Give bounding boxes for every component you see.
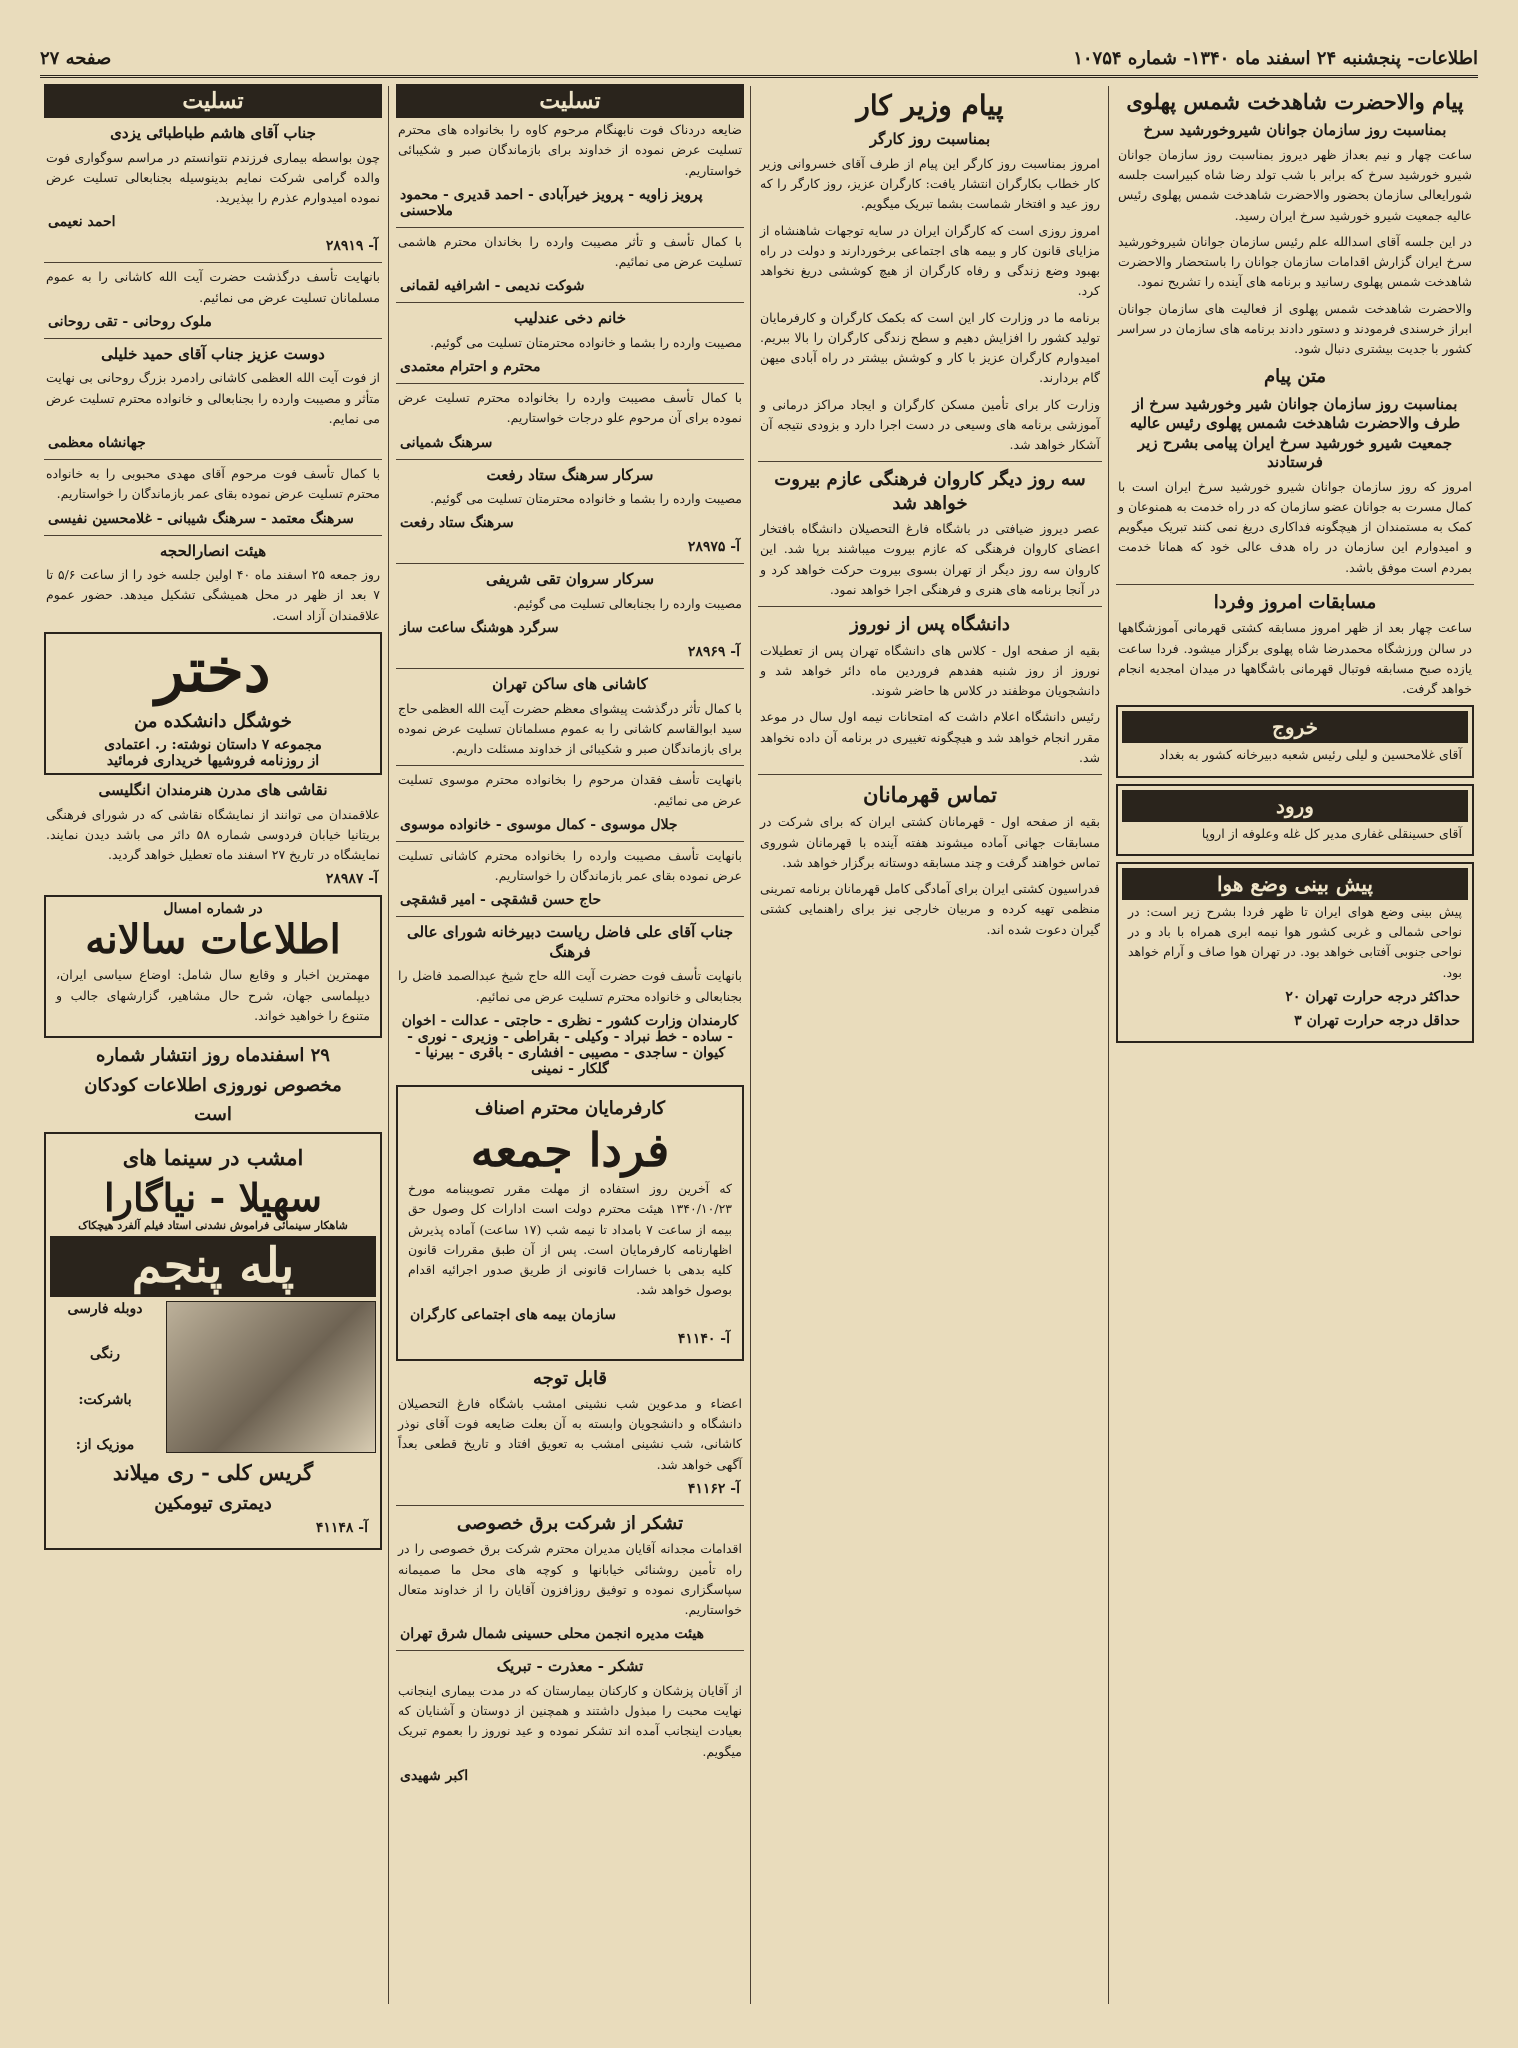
- departure-title: خروج: [1122, 711, 1468, 743]
- notice-heading: جناب آقای هاشم طباطبائی یزدی: [110, 124, 316, 142]
- column-rule: [750, 86, 751, 2004]
- notice-text: مصیبت وارده را بشما و خانواده محترمتان تسلیت می گوئیم.: [430, 491, 742, 506]
- notice-heading: سرکار سروان تقی شریفی: [485, 570, 655, 589]
- annual-ad-text: مهمترین اخبار و وقایع سال شامل: اوضاع سیاسی ایران، دیپلماسی جهان، شرح حال مشاهیر، گزارشهای جالب و متنوع را خواهید خواند.: [56, 967, 370, 1023]
- article-text: والاحضرت شاهدخت شمس پهلوی از فعالیت های سازمان جوانان ابراز خرسندی فرمودند و دستور دادند برنامه های سازمان در سراسر کشور با جدیت بیشتری دنبال شود.: [1118, 300, 1472, 357]
- insurance-ad: [396, 1085, 744, 1361]
- notice-code: آ- ۴۱۱۶۲: [687, 1480, 740, 1497]
- book-ad-subtitle: خوشگل دانشکده من: [134, 710, 292, 732]
- notice-text: از آقایان پزشکان و کارکنان بیمارستان که در مدت بیماری اینجانب نهایت محبت را مبذول داشتند و همچنین از دوستان و آشنایان که بعیادت اینجانب آمده اند تشکر نموده و عید نوروز را بعموم تبریک میگویم.: [398, 1682, 742, 1759]
- divider: [758, 606, 1102, 607]
- notice-signature: جهانشاه معظمی: [48, 435, 146, 451]
- film-code: آ- ۴۱۱۴۸: [315, 1519, 368, 1536]
- divider: [44, 459, 382, 460]
- notice-code: آ- ۲۸۹۶۹: [687, 644, 740, 660]
- film-title: پله پنجم: [50, 1236, 376, 1297]
- insurance-signature: سازمان بیمه های اجتماعی کارگران: [410, 1306, 617, 1323]
- annual-ad-top: در شماره امسال: [163, 901, 263, 918]
- notice-text: با کمال تأسف و تأثر مصیبت وارده را بخاندان محترم هاشمی تسلیت عرض می نمائیم.: [398, 233, 742, 269]
- notice-text: با کمال تأسف فوت مرحوم آقای مهدی محبوبی را به خانواده محترم تسلیت عرض نموده بقای عمر بازماندگان را خواستاریم.: [46, 466, 380, 502]
- notice-heading: دوست عزیز جناب آقای حمید خلیلی: [101, 344, 325, 363]
- notice-signature: سرگرد هوشنگ ساعت ساز: [400, 620, 559, 636]
- film-photo: [166, 1301, 376, 1453]
- notice-signature: ملوک روحانی - تقی روحانی: [48, 313, 212, 330]
- notice-signature: سرهنگ شمیانی: [400, 434, 493, 451]
- headline-message: متن پیام: [1263, 366, 1327, 388]
- film-music-label: موزیک از:: [75, 1437, 135, 1454]
- divider: [396, 383, 744, 384]
- headline-sports: مسابقات امروز وفردا: [1213, 591, 1377, 613]
- subhead-shams: بمناسبت روز سازمان جوانان شیروخورشید سرخ: [1143, 121, 1447, 140]
- departure-box: [1116, 705, 1474, 777]
- notice-heading: کاشانی های ساکن تهران: [492, 675, 648, 693]
- notice-signature: شوکت ندیمی - اشرافیه لقمانی: [400, 278, 585, 295]
- notice-heading: تشکر - معذرت - تبریک: [496, 1657, 644, 1676]
- film-color: رنگی: [89, 1346, 121, 1363]
- headline-caravan: سه روز دیگر کاروان فرهنگی عازم بیروت خواهد شد: [774, 469, 1086, 514]
- divider: [396, 1650, 744, 1651]
- temp-max: حداکثر درجه حرارت تهران ۲۰: [1285, 988, 1460, 1005]
- film-dub: دوبله فارسی: [67, 1301, 143, 1318]
- book-ad: [44, 632, 382, 775]
- subhead-message: بمناسبت روز سازمان جوانان شیر وخورشید سرخ از طرف والاحضرت شاهدخت شمس پهلوی رئیس عالیه جمعیت شیرو خورشید سرخ ایران پیامی بشرح زیر فرستادند: [1129, 394, 1461, 472]
- column-rule: [388, 86, 389, 2004]
- notice-text: از فوت آیت الله العظمی کاشانی رادمرد بزرگ روحانی بی نهایت متأثر و مصیبت وارده را بجنابعالی و خانواده محترم تسلیت عرض می نمایم.: [46, 370, 380, 426]
- notice-text: ضایعه دردناک فوت نابهنگام مرحوم کاوه را بخانواده های محترم تسلیت عرض نموده از خداوند برای بازماندگان صبر و شکیبائی خواستاریم.: [398, 122, 742, 178]
- column-3: [392, 82, 748, 2008]
- notice-text: بانهایت تأسف فوت حضرت آیت الله حاج شیخ عبدالصمد فاضل را بجنابعالی و خانواده محترم تسلیت عرض می نمائیم.: [398, 968, 742, 1004]
- article-text: فدراسیون کشتی ایران برای آمادگی کامل قهرمانان برنامه تمرینی منظمی تهیه کرده و مربیان خارجی نیز برای راهنمایی کشتی گیران دعوت شده اند.: [760, 881, 1100, 937]
- subhead-labor: بمناسبت روز کارگر: [869, 130, 991, 149]
- departure-text: آقای غلامحسین و لیلی رئیس شعبه دبیرخانه کشور به بغداد: [1159, 747, 1462, 763]
- annual-ad: [44, 895, 382, 1038]
- book-ad-line: از روزنامه فروشیها خریداری فرمائید: [106, 753, 320, 770]
- divider: [758, 774, 1102, 775]
- article-text: در این جلسه آقای اسدالله علم رئیس سازمان جوانان شیروخورشید سرخ ایران گزارش اقدامات سازمان جوانان را باستحضار والاحضرت شاهدخت شمس پهلوی رسانید و برنامه های آینده را تشریح نمود.: [1118, 233, 1472, 290]
- cinema-ad: [44, 1132, 382, 1549]
- article-text: امروز بمناسبت روز کارگر این پیام از طرف آقای خسروانی وزیر کار خطاب بکارگران انتشار یافت: کارگران عزیز، روز کارگر را که روز عید و افتخار شماست بشما تبریک میگویم.: [760, 155, 1100, 212]
- article-text: بقیه از صفحه اول - قهرمانان کشتی ایران که برای شرکت در مسابقات جهانی آماده میشوند هفته آینده با قهرمانان شوروی تماس خواهند گرفت و چند مسابقه دوستانه برگزار خواهد شد.: [760, 814, 1100, 870]
- notice-text: چون بواسطه بیماری فرزندم نتوانستم در مراسم سوگواری فوت والده گرامی شرکت نمایم بدینوسیله بجنابعالی تسلیت عرض نموده امیدوارم عذرم را بپذیرید.: [46, 149, 380, 205]
- kids-ad-line: است: [194, 1103, 232, 1125]
- notice-text: مصیبت وارده را بشما و خانواده محترمتان تسلیت می گوئیم.: [430, 334, 742, 350]
- notice-heading: تشکر از شرکت برق خصوصی: [456, 1512, 684, 1534]
- notice-heading: خانم دخی عندلیب: [513, 309, 627, 328]
- film-stars: گریس کلی - ری میلاند: [112, 1460, 314, 1486]
- notice-signature: کارمندان وزارت کشور - نظری - حاجتی - عدالت - اخوان - ساده - خط نبراد - وکیلی - بقراطی - وزیری - نوری - کیوان - ساجدی - مصیبی - افشاری - باقری - بیرنیا - گلکار - نمینی: [401, 1012, 739, 1077]
- column-2: [754, 82, 1106, 2008]
- divider: [396, 841, 744, 842]
- notice-heading: جناب آقای علی فاضل ریاست دبیرخانه شورای عالی فرهنگ: [406, 923, 733, 961]
- divider: [44, 338, 382, 339]
- article-text: امروز که روز سازمان جوانان شیرو خورشید سرخ ایران است با کمال مسرت به جوانان عضو سازمان که در راه خدمت به همنوعان و کمک به مستمندان از هیچگونه فداکاری دریغ نمی کنند تبریک میگویم و امیدوارم این سازمان در راه هدف عالی خود که همانا خدمت بمردم است موفق باشد.: [1118, 478, 1472, 575]
- notice-text: علاقمندان می توانند از نمایشگاه نقاشی که در شورای فرهنگی بریتانیا خیابان فردوسی شماره ۵۸ دائر می باشد دیدن نمایند. نمایشگاه در تاریخ ۲۷ اسفند ماه تعطیل خواهد گردید.: [46, 806, 380, 863]
- insurance-heading: کارفرمایان محترم اصناف: [474, 1097, 666, 1119]
- weather-text: پیش بینی وضع هوای ایران تا ظهر فردا بشرح زیر است: در نواحی شمالی و غربی کشور هوا نیمه ابری همراه با باد و در نواحی جنوبی آفتابی خواهد بود. در تهران هوا صاف و آرام خواهد بود.: [1128, 903, 1462, 980]
- notice-text: بانهایت تأسف درگذشت حضرت آیت الله کاشانی را به عموم مسلمانان تسلیت عرض می نمائیم.: [46, 269, 380, 305]
- divider: [396, 1505, 744, 1506]
- annual-ad-title: اطلاعات سالانه: [85, 916, 341, 964]
- arrival-text: آقای حسینقلی غفاری مدیر کل غله وعلوفه از اروپا: [1201, 825, 1462, 841]
- notice-text: با کمال تأثر درگذشت پیشوای معظم حضرت آیت الله العظمی حاج سید ابوالقاسم کاشانی را به عموم مسلمانان تسلیت عرض نموده برای بازماندگان صبر و شکیبائی از خداوند مسئلت داریم.: [398, 700, 742, 756]
- notice-signature: سرهنگ معتمد - سرهنگ شیبانی - غلامحسین نفیسی: [48, 510, 354, 527]
- notice-text: اعضاء و مدعوین شب نشینی امشب باشگاه فارغ التحصیلان دانشگاه و دانشجویان وابسته به آن بعلت ضایعه فوت آقای نوذر کاشانی، شب نشینی امشب به تعویق افتاد و تاریخ قطعی بعداً آگهی خواهد شد.: [398, 1395, 742, 1472]
- condolence-banner: تسلیت: [396, 84, 744, 118]
- column-4: [40, 82, 386, 2008]
- headline-labor-minister: پیام وزیر کار: [856, 89, 1004, 122]
- weather-box: [1116, 862, 1474, 1043]
- notice-text: بانهایت تأسف مصیبت وارده را بخانواده محترم کاشانی تسلیت عرض نموده بقای عمر بازماندگان را خواستاریم.: [398, 847, 742, 883]
- arrival-title: ورود: [1122, 790, 1468, 822]
- insurance-big-title: فردا جمعه: [470, 1123, 670, 1178]
- notice-signature: محترم و احترام معتمدی: [400, 359, 541, 375]
- article-text: بقیه از صفحه اول - کلاس های دانشگاه تهران پس از تعطیلات نوروز از روز شنبه هفدهم فروردین ماه دائر خواهد شد و دانشجویان موظفند در کلاس ها حاضر شوند.: [760, 642, 1100, 699]
- divider: [1116, 584, 1474, 585]
- article-text: ساعت چهار بعد از ظهر امروز مسابقه کشتی قهرمانی آموزشگاهها در سالن ورزشگاه محمدرضا شاه پهلوی برگزار میشود. فردا ساعت یازده صبح مسابقه فوتبال قهرمانی باشگاهها در میدان امجدیه انجام خواهد گرفت.: [1118, 620, 1472, 697]
- article-text: امروز روزی است که کارگران ایران در سایه توجهات شاهنشاه از مزایای قانون کار و بیمه های اجتماعی برخوردارند و دولت در راه بهبود وضع زندگی و رفاه کارگران از هیچ کوششی دریغ نخواهد کرد.: [760, 222, 1100, 299]
- notice-text: با کمال تأسف مصیبت وارده را بخانواده محترم تسلیت عرض نموده برای آن مرحوم علو درجات خواستاریم.: [398, 390, 742, 426]
- notice-signature: حاج حسن قشقچی - امیر قشقچی: [400, 892, 602, 909]
- article-text: برنامه ما در وزارت کار این است که بکمک کارگران و کارفرمایان تولید کشور را افزایش دهیم و سطح زندگی کارگران را بالا ببریم. امیدوارم کارگران عزیز با کار و کوشش بیشتر در راه آبادی میهن گام بردارند.: [760, 309, 1100, 386]
- notice-code: آ- ۲۸۹۷۵: [687, 539, 740, 556]
- article-text: ساعت چهار و نیم بعداز ظهر دیروز بمناسبت روز سازمان جوانان شیرو خورشید سرخ که برابر با شب تولد رضا شاه کبیراست جلسه شورایعالی سازمان بحضور والاحضرت شاهدخت شمس پهلوی رئیس عالیه جمعیت شیرو خورشید سرخ ایران رسید.: [1118, 146, 1472, 223]
- divider: [44, 535, 382, 536]
- divider: [44, 262, 382, 263]
- notice-text: بانهایت تأسف فقدان مرحوم را بخانواده محترم موسوی تسلیت عرض می نمائیم.: [398, 772, 742, 808]
- notice-signature: هیئت مدیره انجمن محلی حسینی شمال شرق تهران: [400, 1626, 705, 1643]
- divider: [396, 765, 744, 766]
- notice-signature: سرهنگ ستاد رفعت: [400, 515, 514, 532]
- divider: [396, 916, 744, 917]
- film-with: باشرکت:: [78, 1391, 132, 1408]
- article-text: عصر دیروز ضیافتی در باشگاه فارغ التحصیلان دانشگاه بافتخار اعضای کاروان فرهنگی که عازم بیروت میباشند برپا شد. این کاروان سه روز دیگر از تهران بسوی بیروت حرکت خواهد کرد و در آنجا برنامه های هنری و فرهنگی اجرا خواهد نمود.: [760, 521, 1100, 597]
- notice-heading: هیئت انصارالحجه: [159, 541, 267, 560]
- notice-signature: احمد نعیمی: [48, 214, 116, 231]
- insurance-text: که آخرین روز استفاده از مهلت مقرر تصویبنامه مورخ ۱۳۴۰/۱۰/۲۳ هیئت محترم دولت است ادارات کل وصول حق بیمه از ساعت ۷ بامداد تا نیمه شب (۱۷ ساعت) آماده پذیرش اظهارنامه کارفرمایان است. پس از آن طبق مقررات قانون کلیه بدهی با خسارات قانونی از طریق صدور اجرائیه اقدام بوصول خواهد شد.: [408, 1181, 732, 1298]
- notice-text: مصیبت وارده را بجنابعالی تسلیت می گوئیم.: [513, 595, 742, 611]
- notice-signature: اکبر شهیدی: [400, 1767, 469, 1784]
- column-1: [1112, 82, 1478, 2008]
- article-text: وزارت کار برای تأمین مسکن کارگران و ایجاد مراکز درمانی و آموزشی برنامه های وسیعی در دست اجرا دارد و بزودی نتیجه آن آشکار خواهد شد.: [760, 396, 1100, 453]
- masthead-page: صفحه ۲۷: [40, 48, 112, 69]
- divider: [396, 227, 744, 228]
- divider: [396, 302, 744, 303]
- divider: [396, 563, 744, 564]
- kids-ad-line: مخصوص نوروزی اطلاعات کودکان: [84, 1074, 342, 1096]
- cinema-names: سهیلا - نیاگارا: [104, 1174, 322, 1220]
- divider: [396, 668, 744, 669]
- notice-code: آ- ۲۸۹۱۹: [325, 238, 378, 255]
- arrival-box: [1116, 784, 1474, 856]
- cinema-sub: شاهکار سینمائی فراموش نشدنی استاد فیلم آلفرد هیچکاک: [78, 1219, 348, 1233]
- weather-title: پیش بینی وضع هوا: [1122, 868, 1468, 900]
- headline-university: دانشگاه پس از نوروز: [850, 614, 1010, 636]
- headline-shams: پیام والاحضرت شاهدخت شمس پهلوی: [1126, 89, 1464, 114]
- kids-ad-line: ۲۹ اسفندماه روز انتشار شماره: [96, 1045, 330, 1067]
- notice-heading: قابل توجه: [532, 1367, 608, 1389]
- book-ad-line: مجموعه ۷ داستان نوشته: ر. اعتمادی: [104, 737, 322, 754]
- notice-signature: پرویز زاویه - پرویز خیرآبادی - احمد قدیری - محمود ملاحسنی: [400, 186, 703, 219]
- divider: [396, 459, 744, 460]
- film-music: دیمتری تیومکین: [154, 1493, 272, 1515]
- notice-code: آ- ۲۸۹۸۷: [325, 871, 378, 888]
- divider: [758, 461, 1102, 462]
- condolence-banner: تسلیت: [44, 84, 382, 118]
- insurance-code: آ- ۴۱۱۴۰: [677, 1330, 730, 1347]
- column-rule: [1108, 86, 1109, 2004]
- cinema-top: امشب در سینما های: [122, 1145, 304, 1171]
- article-text: رئیس دانشگاه اعلام داشت که امتحانات نیمه اول سال در موعد مقرر انجام خواهد شد و هیچگونه تغییری در برنامه آن داده نخواهد شد.: [760, 709, 1100, 765]
- headline-champions: تماس قهرمانان: [863, 782, 997, 808]
- notice-signature: جلال موسوی - کمال موسوی - خانواده موسوی: [400, 816, 678, 833]
- notice-text: اقدامات مجدانه آقایان مدیران محترم شرکت برق خصوصی را در راه تأمین روشنائی خیابانها و کوچه های محل ما صمیمانه سپاسگزاری نموده و توفیق روزافزون آقایان را از خداوند متعال خواستاریم.: [398, 1541, 742, 1618]
- notice-text: روز جمعه ۲۵ اسفند ماه ۴۰ اولین جلسه خود را از ساعت ۵/۶ تا ۷ بعد از ظهر در محل همیشگی تشکیل میدهد. حضور عموم علاقمندان آزاد است.: [46, 567, 380, 623]
- book-ad-title: دختر: [155, 635, 271, 706]
- notice-heading: سرکار سرهنگ ستاد رفعت: [486, 465, 654, 484]
- masthead-issue: اطلاعات- پنجشنبه ۲۴ اسفند ماه ۱۳۴۰- شماره ۱۰۷۵۴: [1073, 48, 1478, 69]
- notice-heading: نقاشی های مدرن هنرمندان انگلیسی: [98, 781, 328, 800]
- masthead: [40, 42, 1478, 78]
- temp-min: حداقل درجه حرارت تهران ۳: [1294, 1012, 1460, 1029]
